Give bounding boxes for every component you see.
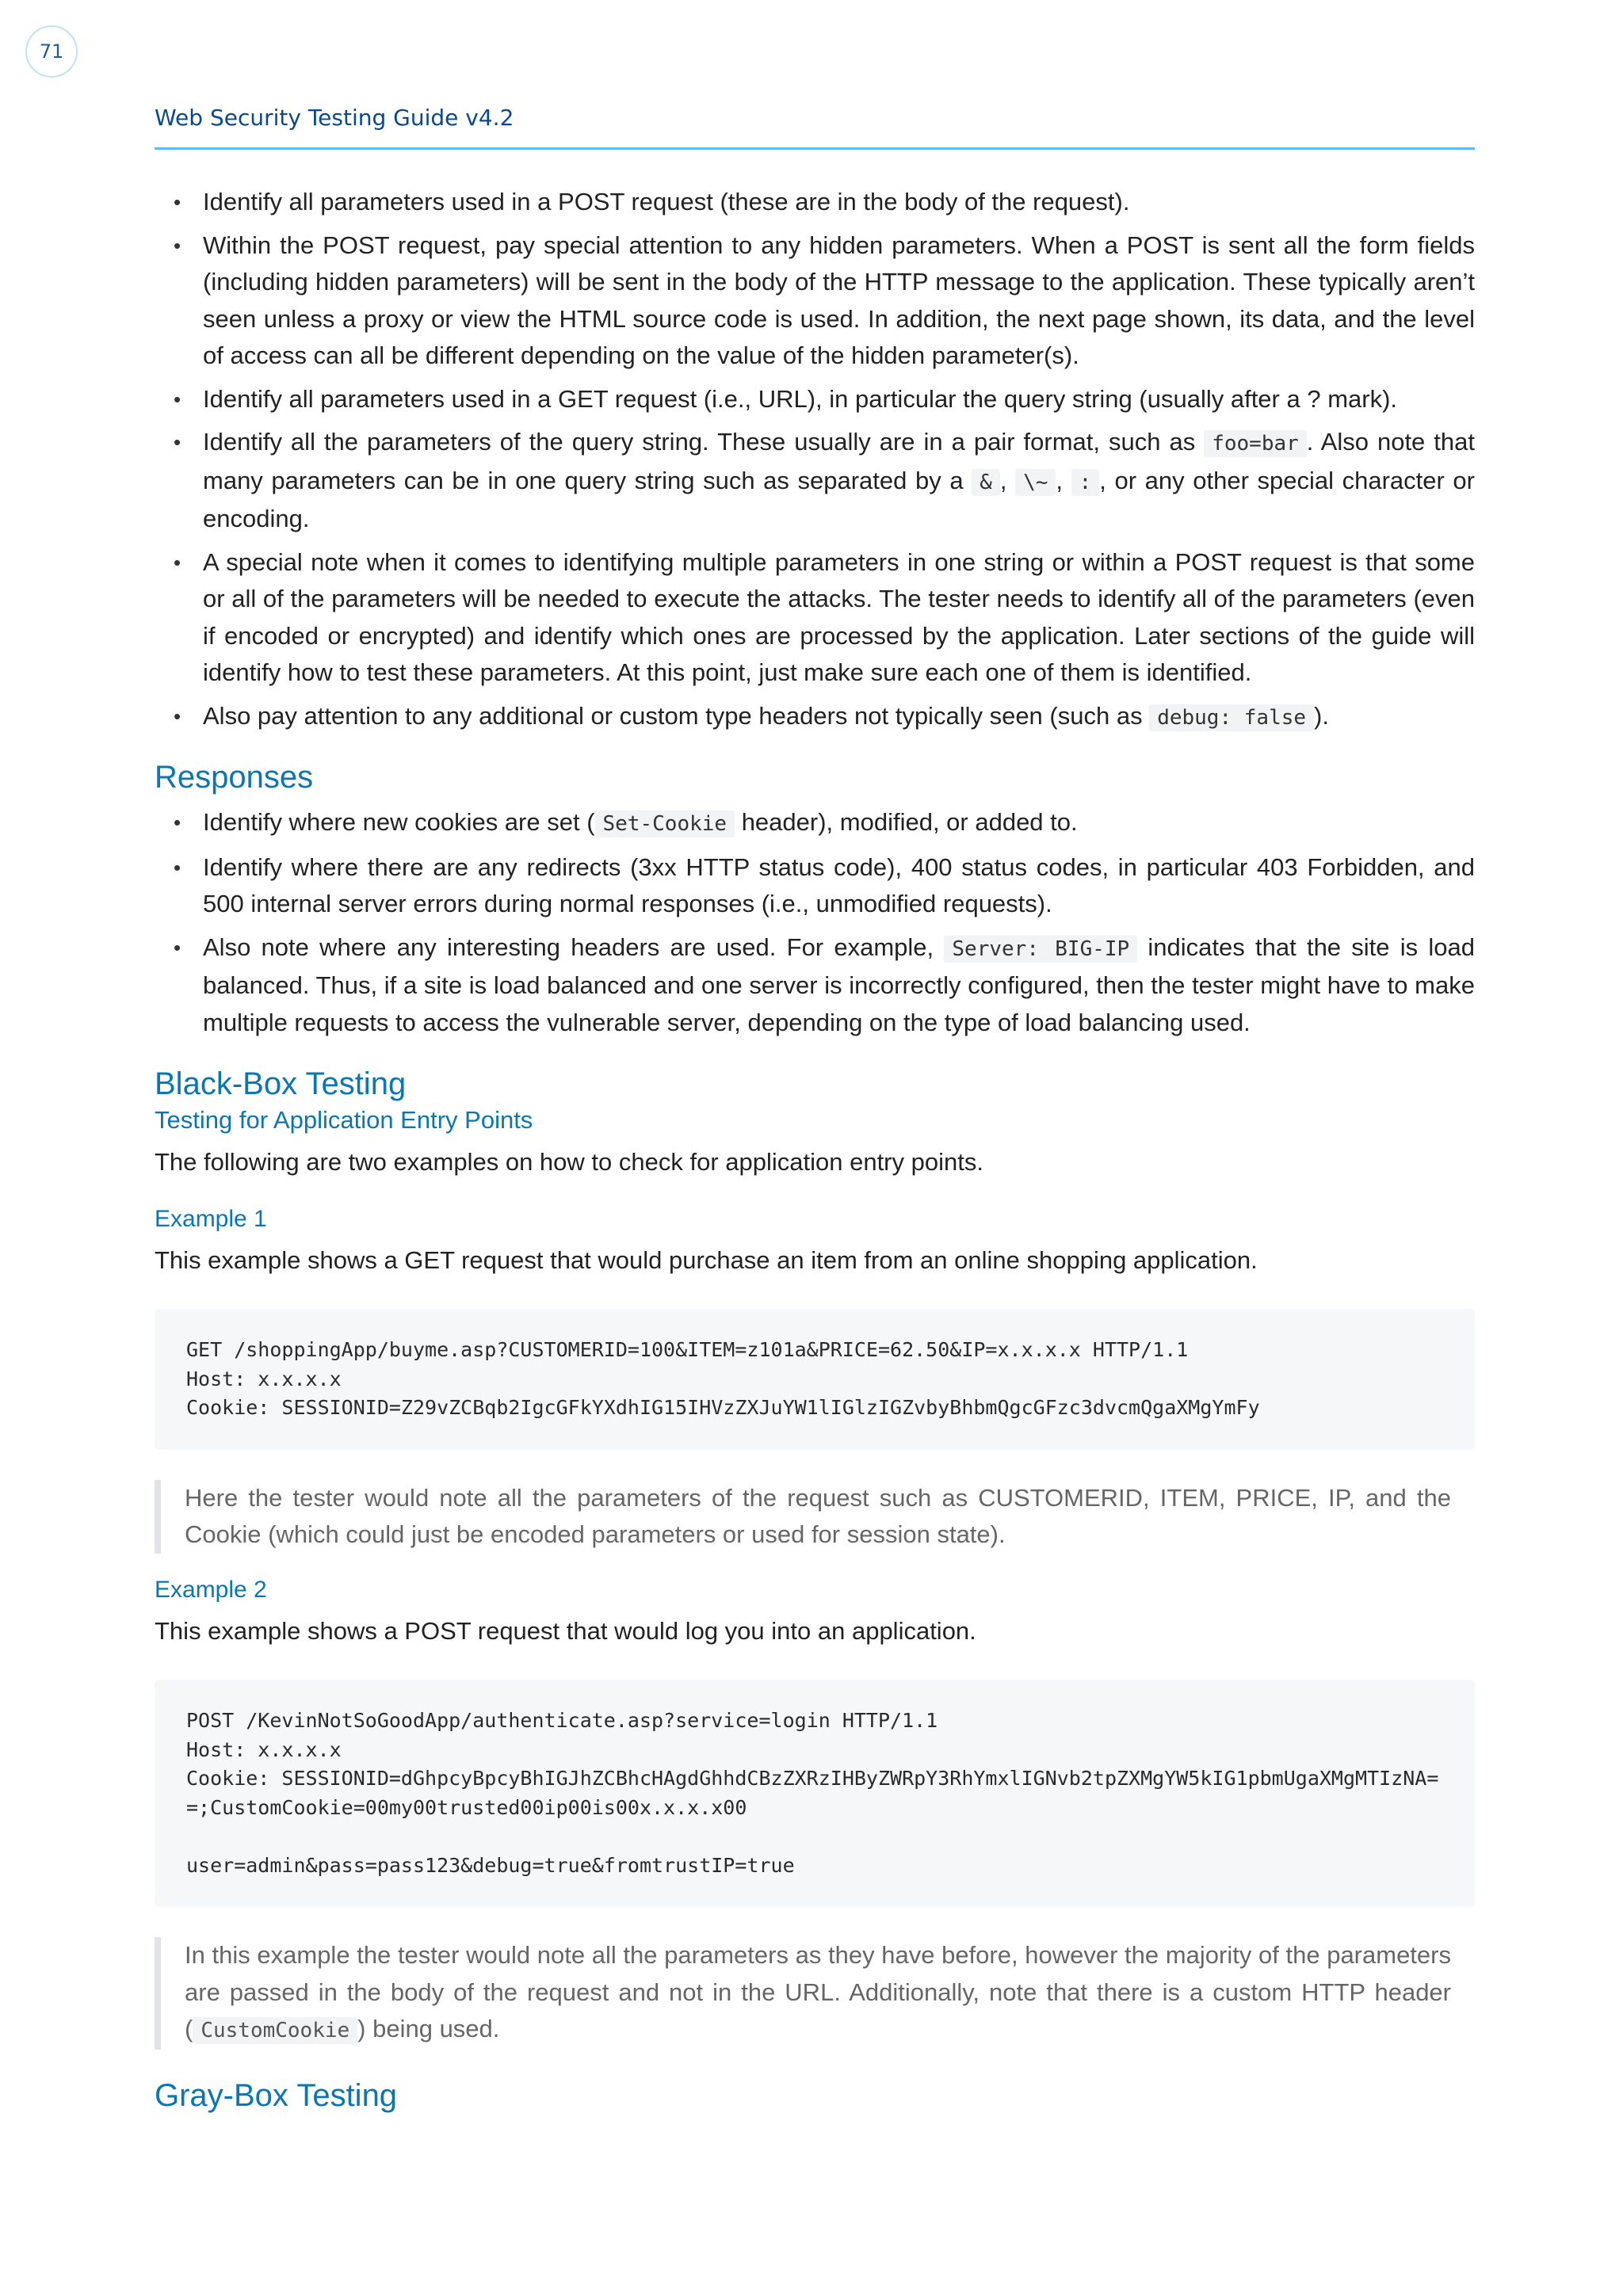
text-run: ).: [1314, 701, 1329, 730]
inline-code: Set-Cookie: [595, 810, 735, 837]
example2-description: This example shows a POST request that would log you into an application.: [155, 1616, 976, 1645]
text-run: In this example the tester would note all the parameters as they have before, however the majority of the parameters are passed in the body of the request and not in the URL. Additionally, note that there is a custom HTTP header (: [185, 1941, 1451, 2043]
text-run: ,: [999, 466, 1016, 494]
text-run: Identify all parameters used in a POST request (these are in the body of the request).: [203, 188, 1130, 215]
inline-code: CustomCookie: [193, 2017, 357, 2044]
blackbox-intro: The following are two examples on how to check for application entry points.: [155, 1148, 983, 1177]
bullet-item: [155, 698, 1475, 737]
text-run: Identify where new cookies are set (: [203, 808, 595, 836]
bullet-item: [155, 424, 1475, 538]
page-content: [155, 184, 1475, 2115]
inline-code: Server: BIG-IP: [944, 936, 1137, 963]
text-run: , or any other special character or encoding.: [203, 466, 1475, 532]
inline-code: \~: [1015, 469, 1056, 496]
text-run: Also note where any interesting headers are used. For example,: [203, 933, 945, 961]
text-run: Identify all the parameters of the query string. These usually are in a pair format, such as: [203, 428, 1205, 456]
text-run: . Also note that many parameters can be in one query string such as separated by a: [203, 428, 1475, 494]
text-run: Within the POST request, pay special attention to any hidden parameters. When a POST is sent all the form fields (including hidden parameters) will be sent in the body of the HTTP message to the application. These typically aren’t seen unless a proxy or view the HTML source code is used. In addition, the next page shown, its data, and the level of access can all be different depending on the value of the hidden parameter(s).: [203, 231, 1475, 369]
inline-code: foo=bar: [1204, 430, 1307, 457]
responses-heading: Responses: [155, 760, 314, 795]
text-run: A special note when it comes to identifying multiple parameters in one string or within a POST request is that some or all of the parameters will be needed to execute the attacks. The tester needs to identify all of the parameters (even if encoded or encrypted) and identify which ones are processed by the application. Later sections of the guide will identify how to test these parameters. At this point, just make sure each one of them is identified.: [203, 547, 1475, 686]
text-run: indicates that the site is load balanced. Thus, if a site is load balanced and one server is incorrectly configured, then the tester might have to make multiple requests to access the vulnerable server, depending on the type of load balancing used.: [203, 933, 1475, 1036]
running-header: Web Security Testing Guide v4.2: [155, 105, 514, 131]
responses-bullet-list: [155, 804, 1475, 1041]
text-run: header), modified, or added to.: [735, 808, 1078, 836]
page-number: 71: [25, 25, 78, 78]
example2-heading: Example 2: [155, 1576, 267, 1603]
text-run: Identify where there are any redirects (3xx HTTP status code), 400 status codes, in particular 403 Forbidden, and 500 internal server errors during normal responses (i.e., unmodified requests).: [203, 852, 1475, 917]
blackbox-heading: Black-Box Testing: [155, 1066, 407, 1101]
bullet-item: [155, 804, 1475, 843]
bullet-item: [155, 929, 1475, 1042]
header-divider: [155, 147, 1475, 150]
text-run: ) being used.: [357, 2015, 500, 2043]
example2-code-block: POST /KevinNotSoGoodApp/authenticate.asp?service=login HTTP/1.1 Host: x.x.x.x Cookie: SESSIONID=dGhpcyBpcyBhIGJhZCBhcHAgdGhhdCBzZXRzIHByZWRpY3RhYmxlIGNvb2tpZXMgYW5kIG1pbmUgaXMgMTIzNA==;CustomCookie=00my00trusted00ip00is00x.x.x.x00 user=admin&pass=pass123&debug=true&fromtrustIP=true: [155, 1680, 1475, 1907]
text-run: Also pay attention to any additional or custom type headers not typically seen (such as: [203, 701, 1150, 730]
entry-points-subheading: Testing for Application Entry Points: [155, 1106, 533, 1134]
example2-note: [155, 1937, 1475, 2050]
example1-heading: Example 1: [155, 1205, 267, 1232]
inline-code: :: [1071, 469, 1100, 496]
example1-code-block: GET /shoppingApp/buyme.asp?CUSTOMERID=100&ITEM=z101a&PRICE=62.50&IP=x.x.x.x HTTP/1.1 Host: x.x.x.x Cookie: SESSIONID=Z29vZCBqb2IgcGFkYXdhIG15IHVzZXJuYW1lIGlzIGZvbyBhbmQgcGFzc3dvcmQgaXMgYmFy: [155, 1309, 1475, 1450]
inline-code: &: [972, 469, 1000, 496]
bullet-item: [155, 184, 1475, 221]
graybox-heading: Gray-Box Testing: [155, 2077, 398, 2113]
bullet-item: [155, 849, 1475, 923]
bullet-item: [155, 381, 1475, 418]
text-run: ,: [1056, 466, 1071, 494]
inline-code: debug: false: [1149, 704, 1314, 731]
bullet-item: [155, 544, 1475, 692]
example1-note: Here the tester would note all the parameters of the request such as CUSTOMERID, ITEM, PRICE, IP, and the Cookie (which could just be encoded parameters or used for session state).: [155, 1480, 1475, 1554]
text-run: Identify all parameters used in a GET request (i.e., URL), in particular the query string (usually after a ? mark).: [203, 384, 1398, 413]
requests-bullet-list: [155, 184, 1475, 736]
bullet-item: [155, 227, 1475, 375]
example1-description: This example shows a GET request that would purchase an item from an online shopping application.: [155, 1245, 1258, 1274]
